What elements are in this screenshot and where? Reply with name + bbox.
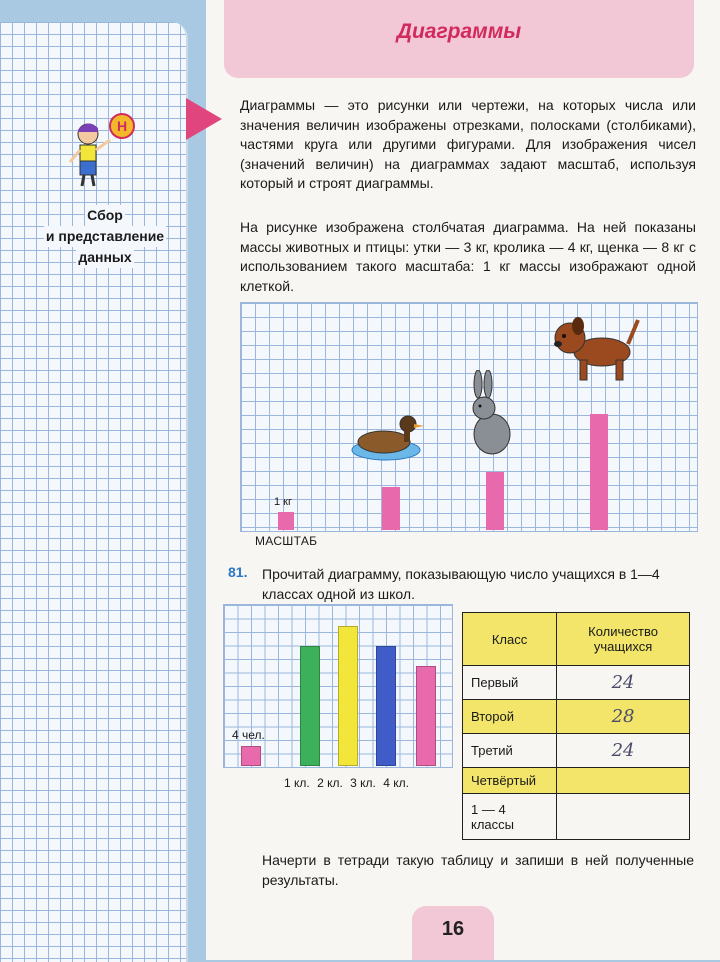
bar-class-2 (338, 626, 358, 766)
exercise-number: 81. (228, 564, 248, 580)
boy-with-magnifier-icon (60, 112, 150, 192)
students-table (462, 612, 690, 840)
table-cell-count (557, 768, 690, 794)
bar-puppy (590, 414, 608, 530)
table-cell-count (557, 794, 690, 840)
x-label-class-2: 2 кл. (317, 776, 343, 790)
x-label-class-3: 3 кл. (350, 776, 376, 790)
topic-line-3: данных (76, 247, 133, 268)
intro-paragraph-2: На рисунке изображена столбчатая диаграмма. На ней показаны массы животных и птицы: утки — 3 кг, кролика — 4 кг, щенка — 8 кг с использованием такого масштаба: 1 кг массы изображают одной клеткой. (240, 219, 696, 294)
table-cell-class: Первый (463, 666, 557, 700)
instruction-text: Начерти в тетради такую таблицу и запиши в ней полученные результаты. (262, 852, 694, 888)
bar-class-3 (376, 646, 396, 766)
table-cell-class: Четвёртый (463, 768, 557, 794)
page-title: Диаграммы (396, 20, 522, 43)
bar-scale-4-students (241, 746, 261, 766)
badge-letter: Н (116, 118, 128, 134)
table-header-class: Класс (463, 613, 557, 666)
bar-class-4 (416, 666, 436, 766)
chart1-xlabel: МАСШТАБ (255, 534, 318, 548)
x-label-class-1: 1 кл. (284, 776, 310, 790)
topic-line-2: и представление (44, 226, 166, 247)
table-cell-class: Третий (463, 734, 557, 768)
pointer-arrow-icon (186, 98, 222, 140)
table-header-count: Количество учащихся (557, 613, 690, 666)
chart2-x-labels (284, 776, 413, 790)
table-cell-class: Второй (463, 700, 557, 734)
bar-rabbit (486, 472, 504, 530)
table-cell-count: 28 (557, 700, 690, 734)
chart1-scale-bar (278, 512, 294, 530)
bar-duck (382, 487, 400, 531)
topic-line-1: Сбор (85, 205, 125, 226)
chart2-scale-label: 4 чел. (232, 728, 265, 742)
page-number: 16 (441, 918, 465, 940)
table-cell-class: 1 — 4 классы (463, 794, 557, 840)
exercise-text: Прочитай диаграмму, показывающую число учащихся в 1—4 классах одной из школ. (262, 566, 660, 602)
topic-label (30, 205, 180, 268)
chart1-scale-label: 1 кг (274, 496, 292, 508)
bar-class-1 (300, 646, 320, 766)
intro-paragraph-1: Диаграммы — это рисунки или чертежи, на которых числа или значения величин изображены отрезками, полосками (столбиками), частями круга или другими фигурами. Для изображения чисел (значений величин) на диаграммах задают масштаб, используя который и строят диаграммы. (240, 97, 696, 192)
x-label-class-4: 4 кл. (383, 776, 409, 790)
table-cell-count: 24 (557, 734, 690, 768)
table-cell-count: 24 (557, 666, 690, 700)
rabbit-icon (462, 370, 524, 458)
duck-icon (350, 408, 426, 464)
puppy-icon (550, 314, 640, 384)
